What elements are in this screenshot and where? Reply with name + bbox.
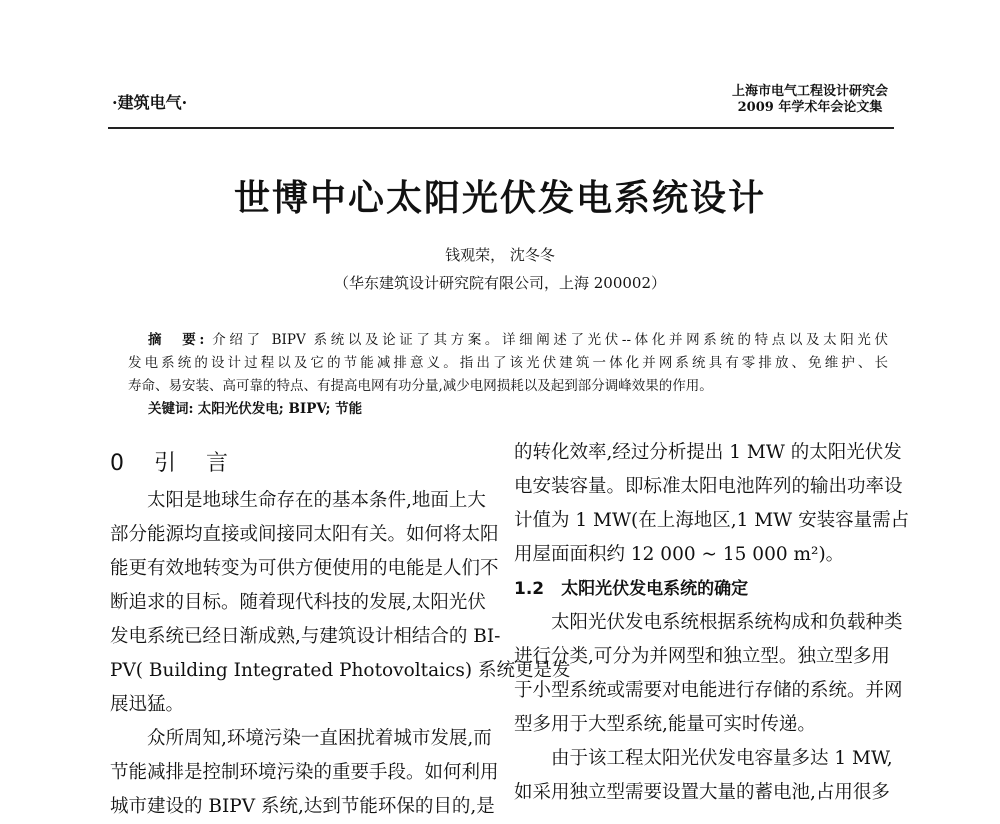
body-line: 进行分类,可分为并网型和独立型。独立型多用 <box>514 646 890 667</box>
proceedings-line-1: 上海市电气工程设计研究会 <box>731 84 888 99</box>
body-line: 太阳光伏发电系统根据系统构成和负载种类 <box>551 612 903 633</box>
body-line: 用屋面面积约 12 000 ~ 15 000 m²)。 <box>514 544 845 565</box>
keywords-label: 关键词: <box>148 401 194 417</box>
header-rule <box>108 127 894 129</box>
paper-title: 世博中心太阳光伏发电系统设计 <box>233 178 766 219</box>
keywords <box>148 398 888 421</box>
body-line: 计值为 1 MW(在上海地区,1 MW 安装容量需占 <box>514 510 910 531</box>
heading-char: 引 <box>154 451 177 476</box>
section-heading-intro <box>110 444 480 484</box>
body-line: 城市建设的 BIPV 系统,达到节能环保的目的,是 <box>110 796 495 817</box>
affiliation: （华东建筑设计研究院有限公司，上海 200002） <box>333 274 667 292</box>
body-line: 太阳是地球生命存在的基本条件,地面上大 <box>147 490 486 511</box>
abstract-line: 寿命、易安装、高可靠的特点、有提高电网有功分量,减少电网损耗以及起到部分调峰效果的作用。 <box>128 378 713 394</box>
abstract-text: 介绍了 BIPV 系统以及论证了其方案。详细阐述了光伏--体化并网系统的特点以及太阳光伏 <box>212 332 888 348</box>
authors: 钱观荣， 沈冬冬 <box>445 246 555 264</box>
body-line: 节能减排是控制环境污染的重要手段。如何利用 <box>110 762 499 783</box>
right-column <box>514 436 910 810</box>
body-line: 发电系统已经日渐成熟,与建筑设计相结合的 BI- <box>110 626 501 647</box>
body-line: 由于该工程太阳光伏发电容量多达 1 MW, <box>551 748 893 769</box>
body-line: 型多用于大型系统,能量可实时传递。 <box>514 714 816 735</box>
abstract-line <box>148 329 888 352</box>
body-line: 众所周知,环境污染一直困扰着城市发展,而 <box>147 728 492 749</box>
section-heading-1-2: 1.2 太阳光伏发电系统的确定 <box>514 579 749 599</box>
heading-number: 0 <box>110 451 124 476</box>
body-line: 部分能源均直接或间接同太阳有关。如何将太阳 <box>110 524 499 545</box>
left-column <box>110 444 571 824</box>
body-line: 如采用独立型需要设置大量的蓄电池,占用很多 <box>514 782 890 803</box>
proceedings-header <box>732 84 888 116</box>
proceedings-line-2: 2009 年学术年会论文集 <box>737 100 883 115</box>
body-line: PV( Building Integrated Photovoltaics) 系统更是发 <box>110 660 571 681</box>
abstract-label: 摘 要: <box>148 332 205 348</box>
body-line: 的转化效率,经过分析提出 1 MW 的太阳光伏发 <box>514 442 902 463</box>
keywords-text: 太阳光伏发电; BIPV; 节能 <box>197 401 363 417</box>
body-line: 于小型系统或需要对电能进行存储的系统。并网 <box>514 680 903 701</box>
body-line: 电安装容量。即标准太阳电池阵列的输出功率设 <box>514 476 903 497</box>
heading-char: 言 <box>206 451 229 476</box>
abstract <box>128 329 888 421</box>
body-line: 断追求的目标。随着现代科技的发展,太阳光伏 <box>110 592 486 613</box>
abstract-line: 发电系统的设计过程以及它的节能减排意义。指出了该光伏建筑一体化并网系统具有零排放、免维护、长 <box>128 355 888 371</box>
body-line: 展迅猛。 <box>110 694 185 715</box>
body-line: 能更有效地转变为可供方便使用的电能是人们不 <box>110 558 499 579</box>
journal-section: ·建筑电气· <box>112 93 188 112</box>
